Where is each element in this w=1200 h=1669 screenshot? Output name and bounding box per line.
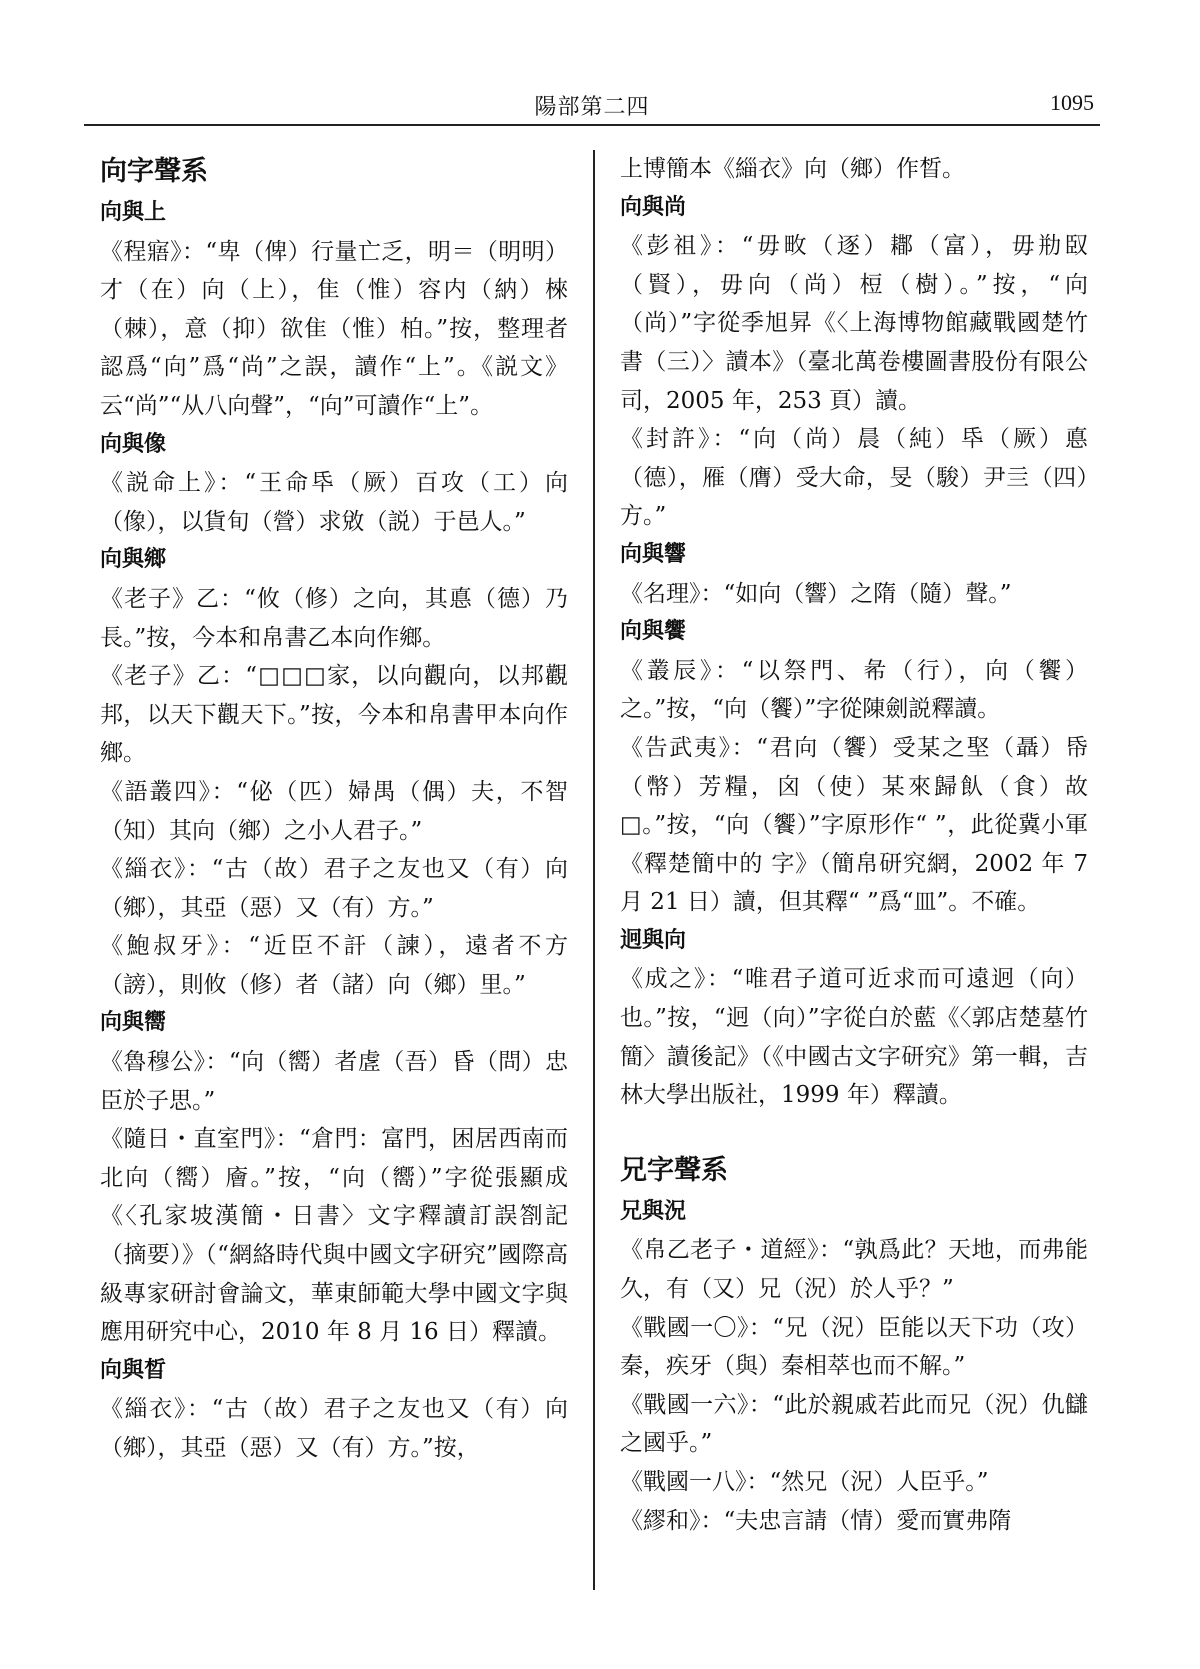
entry-paragraph: 《老子》乙：“□□□家，以向觀向，以邦觀邦，以天下觀天下。”按，今本和帛書甲本向作鄉。 [100,663,568,767]
running-head: 陽部第二四 [534,95,650,120]
entry-paragraph: 《戰國一〇》：“兄（況）臣能以天下功（攻）秦，疾牙（與）秦相萃也而不解。” [620,1314,1088,1380]
entry-paragraph: 《説命上》：“王命氒（厥）百攻（工）向（像），以貨旬（營）求敓（説）于邑人。” [100,470,568,535]
entry-paragraph: 《彭祖》：“毋畋（逐）䣢（富），毋㔙臤（賢），毋向（尚）梪（樹）。”按，“向（尚）”字從季旭昇《〈上海博物館藏戰國楚竹書（三）〉讀本》（臺北萬卷樓圖書股份有限公司，2005 年，253 頁）讀。 [620,233,1088,414]
entry-heading: 向與鄉 [100,547,167,573]
entry-paragraph: 《名理》：“如向（響）之隋（隨）聲。” [620,580,1012,607]
left-column [100,150,568,1468]
section-title: 向字聲系 [100,156,208,187]
entry-paragraph: 《隨日・直室門》：“倉門：富門，困居西南而北向（嚮）廥。”按，“向（嚮）”字從張顯成《〈孔家坡漢簡・日書〉文字釋讀訂誤劄記（摘要）》（“網絡時代與中國文字研究”國際高級專家研討會論文，華東師範大學中國文字與應用研究中心，2010 年 8 月 16 日）釋讀。 [100,1126,568,1346]
section-title: 兄字聲系 [620,1154,728,1186]
entry-heading: 向與晳 [100,1357,167,1383]
entry-paragraph: 《魯穆公》：“向（嚮）者虗（吾）昏（問）忠臣於子思。” [100,1049,568,1114]
entry-heading: 兄與況 [620,1198,687,1224]
right-column [620,150,1088,1540]
column-divider [593,150,595,1590]
entry-heading: 向與饗 [620,619,687,645]
entry-paragraph: 《緇衣》：“古（故）君子之友也又（有）向（鄉），其亞（惡）又（有）方。”按， [100,1396,568,1461]
entry-heading: 迥與向 [620,927,687,953]
entry-paragraph: 《程寤》：“卑（俾）行量亡乏，明＝（明明）才（在）向（上），隹（惟）容内（納）棶（棘），意（抑）欲隹（惟）柏。”按，整理者認爲“向”爲“尚”之誤，讀作“上”。《説文》云“尚”“从八向聲”，“向”可讀作“上”。 [100,238,568,419]
entry-paragraph: 《鮑叔牙》：“近臣不訐（諫），遠者不方（謗），則攸（修）者（諸）向（鄉）里。” [100,933,568,998]
entry-paragraph: 《語叢四》：“佖（匹）婦禺（偶）夫，不智（知）其向（鄉）之小人君子。” [100,778,568,844]
entry-paragraph: 《成之》：“唯君子道可近求而可遠迥（向）也。”按，“迥（向）”字從白於藍《〈郭店楚墓竹簡〉讀後記》（《中國古文字研究》第一輯，吉林大學出版社，1999 年）釋讀。 [620,966,1088,1109]
entry-paragraph: 《老子》乙：“攸（修）之向，其悳（德）乃長。”按，今本和帛書乙本向作鄉。 [100,585,568,651]
section-spacer [620,1115,1088,1149]
entry-paragraph: 《戰國一六》：“此於親戚若此而兄（況）仇讎之國乎。” [620,1391,1088,1457]
page-header [84,84,1100,126]
entry-paragraph: 《封許》：“向（尚）晨（純）氒（厥）悳（德），雁（膺）受大命，旻（駿）尹亖（四）方。” [620,426,1088,530]
entry-heading: 向與嚮 [100,1010,167,1036]
entry-heading: 向與尚 [620,194,687,220]
entry-paragraph: 《帛乙老子・道經》：“孰爲此？天地，而弗能久，有（又）兄（況）於人乎？” [620,1237,1088,1303]
entry-heading: 向與上 [100,200,167,225]
entry-paragraph: 《叢辰》：“以祭門、㣇（行），向（饗）之。”按，“向（饗）”字從陳劍説釋讀。 [620,657,1088,723]
entry-paragraph: 《戰國一八》：“然兄（況）人臣乎。” [620,1469,989,1495]
entry-paragraph: 《告武夷》：“君向（饗）受某之埾（聶）帋（幣）芳糧，囟（使）某來歸飤（食）故□。”按，“向（饗）”字原形作“ ”，此從冀小軍《釋楚簡中的 字》（簡帛研究網，2002 年 7 月 21 日）讀，但其釋“ ”爲“皿”。不確。 [620,734,1088,916]
entry-paragraph: 《繆和》：“夫忠言請（情）愛而實弗隋 [620,1507,1012,1534]
page-number: 1095 [1050,90,1094,115]
entry-heading: 向與像 [100,431,167,457]
entry-heading: 向與響 [620,541,687,567]
continued-paragraph: 上博簡本《緇衣》向（鄉）作晳。 [620,156,965,182]
entry-paragraph: 《緇衣》：“古（故）君子之友也又（有）向（鄉），其亞（惡）又（有）方。” [100,856,568,921]
